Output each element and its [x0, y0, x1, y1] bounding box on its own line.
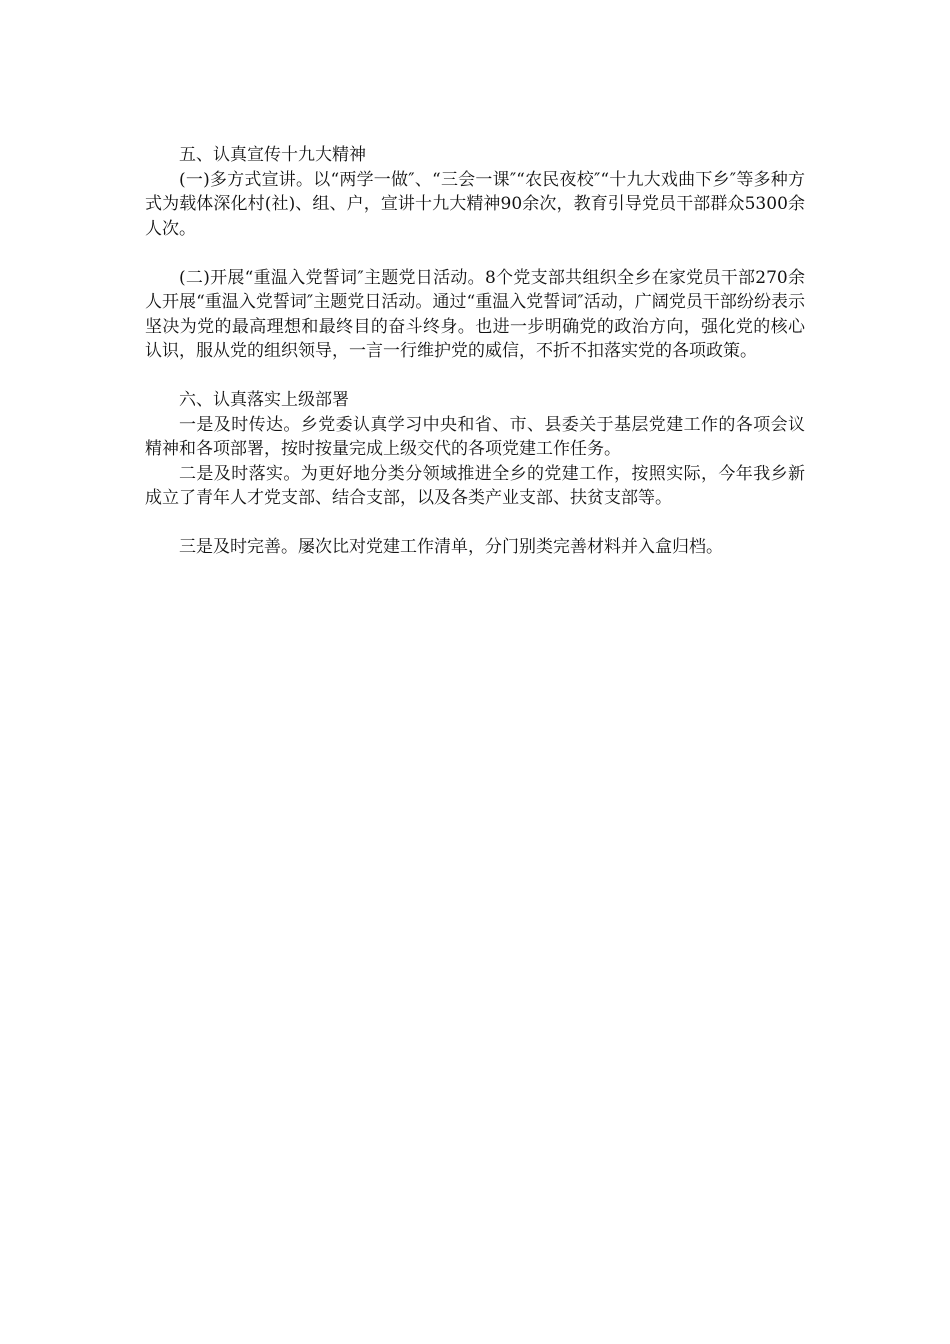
- section-5-paragraph-1: (一)多方式宣讲。以“两学一做″、“三会一课″“农民夜校″“十九大戏曲下乡″等多种方式为载体深化村(社)、组、户，宣讲十九大精神90余次，教育引导党员干部群众5300余人次。: [145, 169, 805, 239]
- paragraph-spacer: [145, 364, 805, 389]
- section-6-paragraph-3: 三是及时完善。屡次比对党建工作清单，分门别类完善材料并入盒归档。: [179, 537, 723, 557]
- section-6-paragraph-1: 一是及时传达。乡党委认真学习中央和省、市、县委关于基层党建工作的各项会议精神和各项部署，按时按量完成上级交代的各项党建工作任务。: [145, 414, 805, 459]
- document-body: [145, 143, 805, 560]
- section-6-paragraph-2: 二是及时落实。为更好地分类分领域推进全乡的党建工作，按照实际，今年我乡新成立了青年人才党支部、结合支部，以及各类产业支部、扶贫支部等。: [145, 463, 805, 508]
- section-5-paragraph-2: (二)开展“重温入党誓词″主题党日活动。8个党支部共组织全乡在家党员干部270余人开展“重温入党誓词″主题党日活动。通过“重温入党誓词″活动，广阔党员干部纷纷表示坚决为党的最高理想和最终目的奋斗终身。也进一步明确党的政治方向，强化党的核心认识，服从党的组织领导，一言一行维护党的威信，不折不扣落实党的各项政策。: [145, 267, 805, 361]
- paragraph-spacer: [145, 511, 805, 536]
- section-6-heading: 六、认真落实上级部署: [179, 390, 349, 410]
- paragraph-spacer: [145, 241, 805, 266]
- section-5-heading: 五、认真宣传十九大精神: [179, 145, 366, 165]
